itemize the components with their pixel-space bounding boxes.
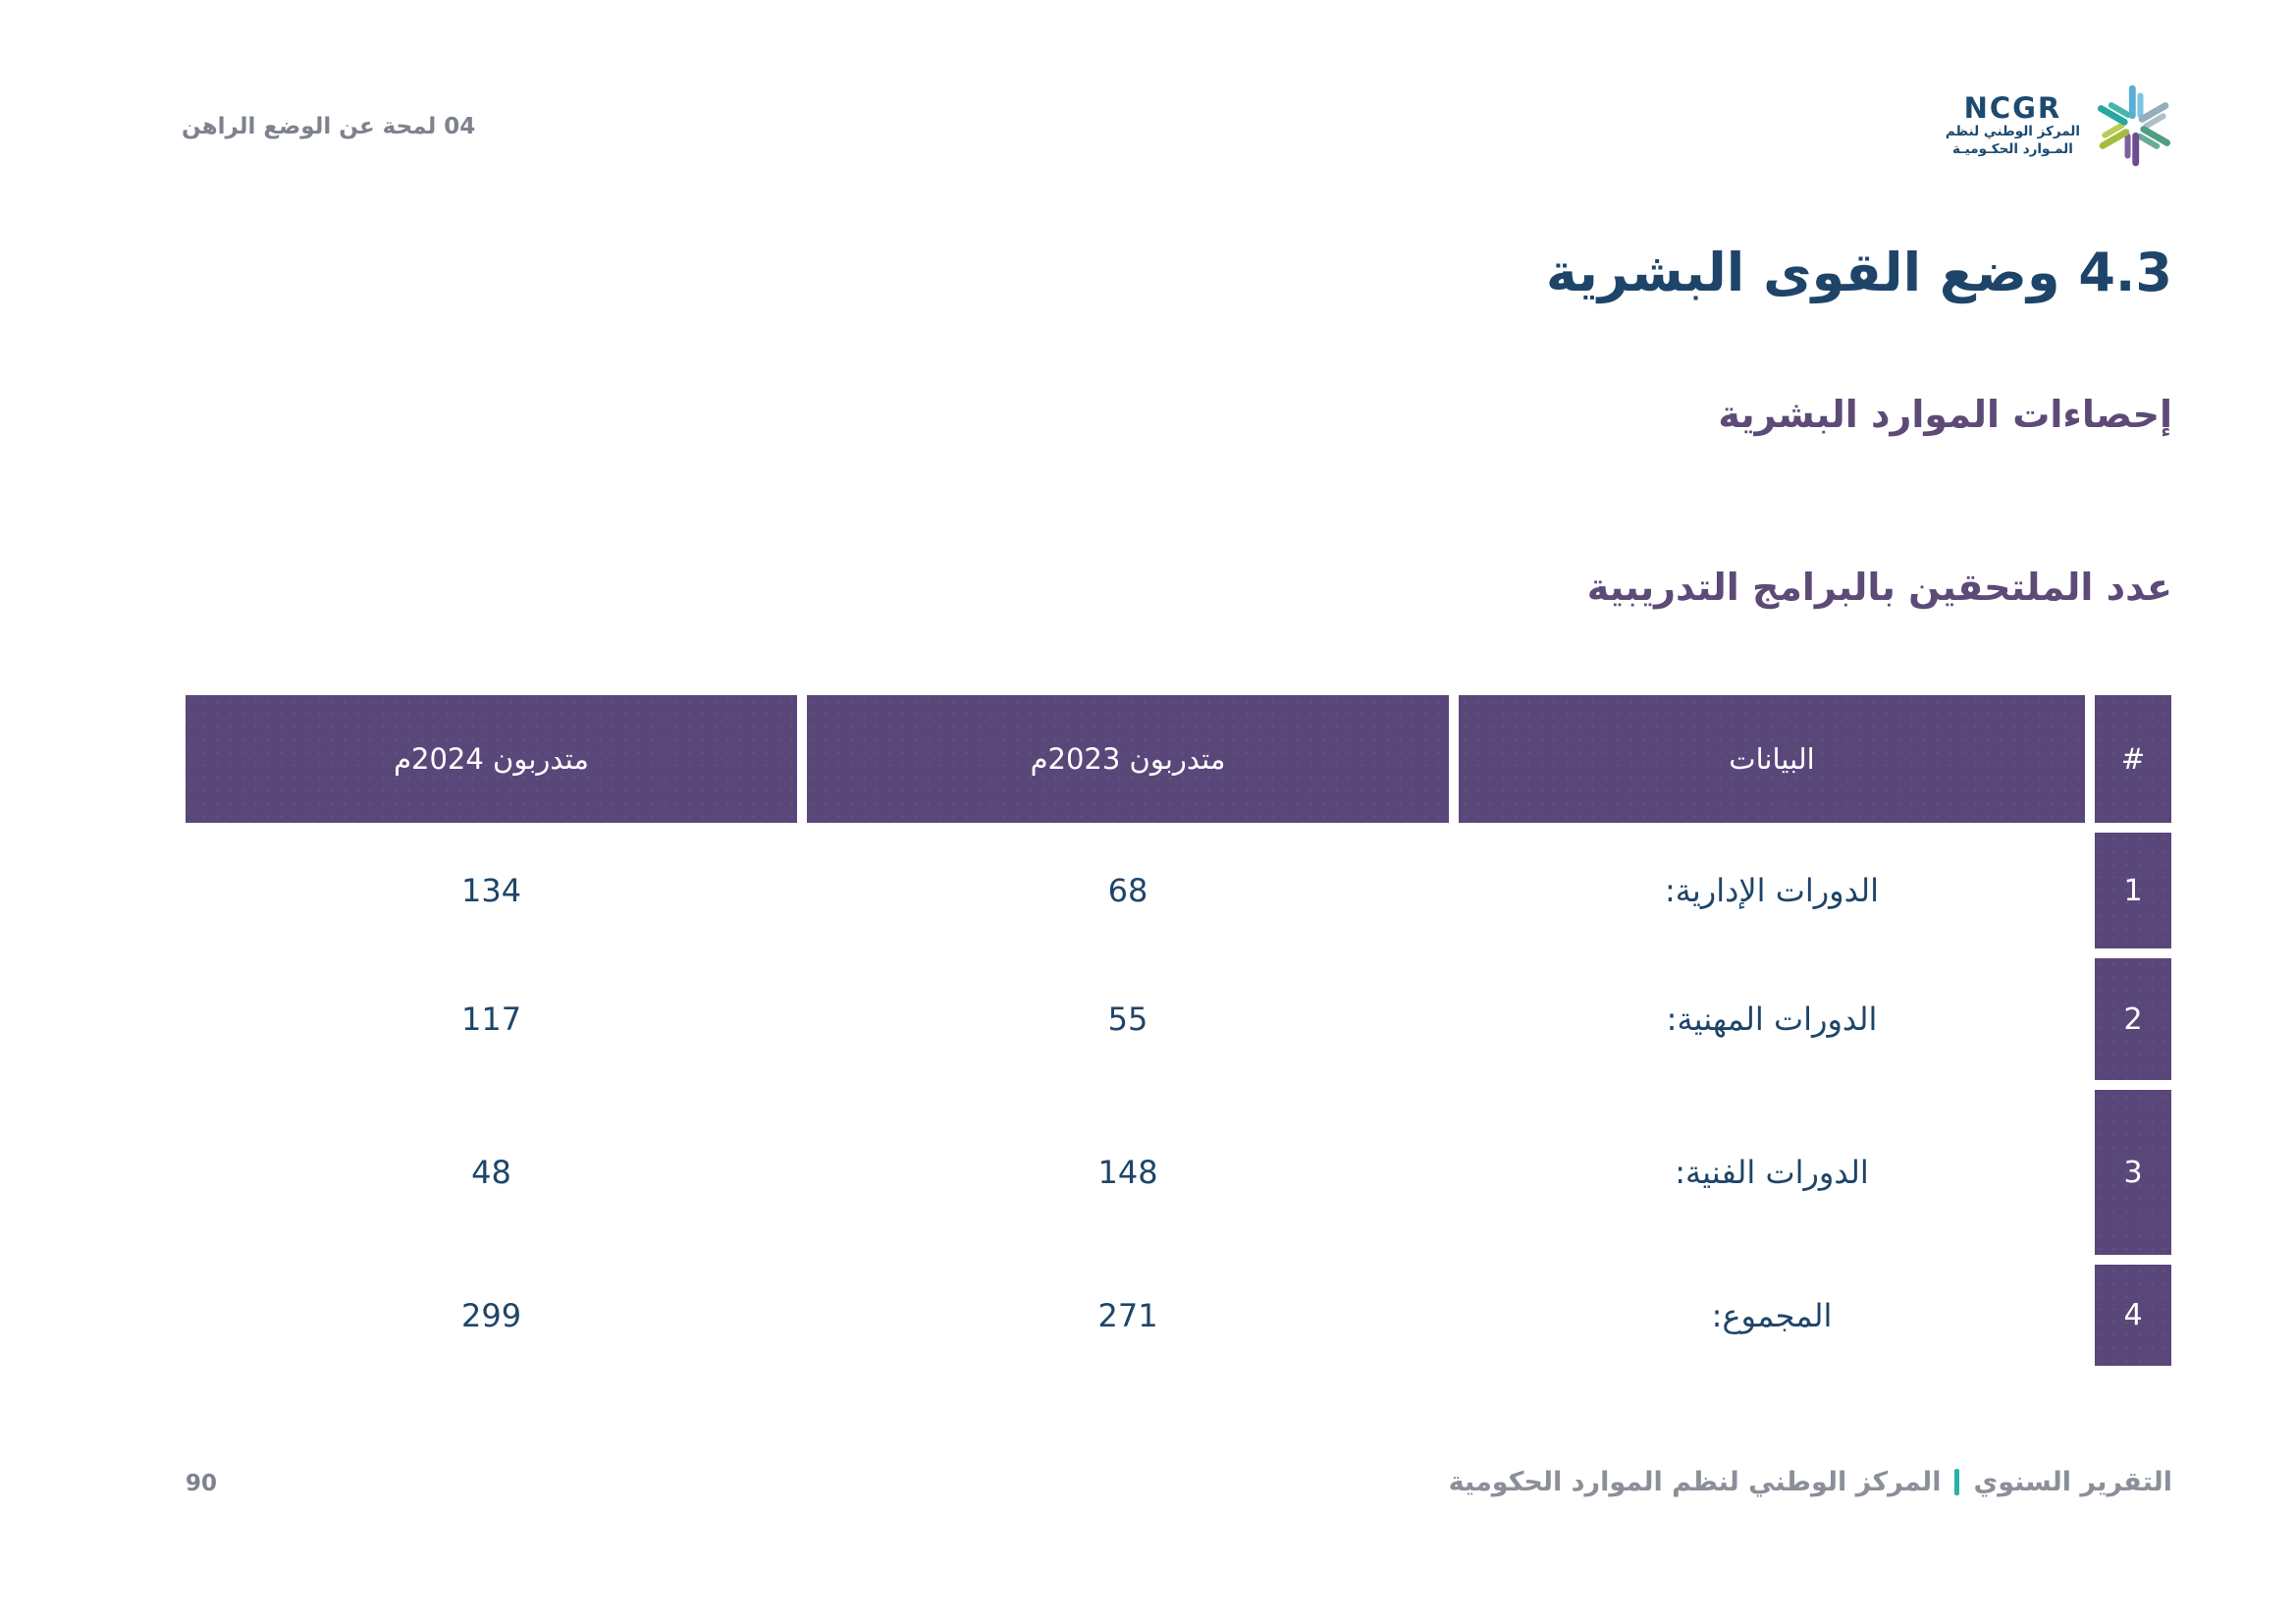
ncgr-arabic-name-line2: المـوارد الحكـوميـة <box>1951 141 2073 158</box>
table-row-label: الدورات الفنية: <box>1459 1090 2085 1255</box>
table-row-number: 1 <box>2095 833 2171 948</box>
table-row-value-2023: 55 <box>807 958 1449 1080</box>
table-row-value-2024: 117 <box>186 958 797 1080</box>
footer-org-name: المركز الوطني لنظم الموارد الحكومية <box>1448 1467 1942 1497</box>
training-programs-table <box>186 695 2171 1366</box>
table-row-label: الدورات الإدارية: <box>1459 833 2085 948</box>
footer-report-line <box>1449 1467 2172 1497</box>
table-row-value-2023: 68 <box>807 833 1449 948</box>
table-header-label: البيانات <box>1459 695 2085 823</box>
table-heading: عدد الملتحقين بالبرامج التدريبية <box>1586 566 2172 609</box>
table-row-label: الدورات المهنية: <box>1459 958 2085 1080</box>
teal-divider-bar-icon <box>1954 1469 1959 1495</box>
table-header-2024: متدربون 2024م <box>186 695 797 823</box>
ncgr-arabic-name-line1: المركز الوطني لنظم <box>1945 124 2080 139</box>
table-header-num: # <box>2095 695 2171 823</box>
table-row-value-2023: 148 <box>807 1090 1449 1255</box>
table-row-value-2024: 48 <box>186 1090 797 1255</box>
page-title: 4.3 وضع القوى البشرية <box>1545 242 2172 303</box>
table-row-number: 3 <box>2095 1090 2171 1255</box>
footer-report-name: التقرير السنوي <box>1973 1467 2172 1497</box>
ncgr-logo-text <box>1945 90 2080 159</box>
table-row-number: 4 <box>2095 1265 2171 1366</box>
table-row-value-2024: 134 <box>186 833 797 948</box>
ncgr-wordmark: NCGR <box>1963 90 2062 125</box>
section-subtitle: إحصاءات الموارد البشرية <box>1718 393 2172 436</box>
section-running-header: 04 لمحة عن الوضع الراهن <box>182 114 476 139</box>
page-number: 90 <box>186 1471 218 1496</box>
table-row-value-2023: 271 <box>807 1265 1449 1366</box>
table-row-label: المجموع: <box>1459 1265 2085 1366</box>
table-row-value-2024: 299 <box>186 1265 797 1366</box>
table-row-number: 2 <box>2095 958 2171 1080</box>
ncgr-starburst-icon <box>2092 81 2176 171</box>
ncgr-logo <box>1946 81 2176 171</box>
table-header-2023: متدربون 2023م <box>807 695 1449 823</box>
